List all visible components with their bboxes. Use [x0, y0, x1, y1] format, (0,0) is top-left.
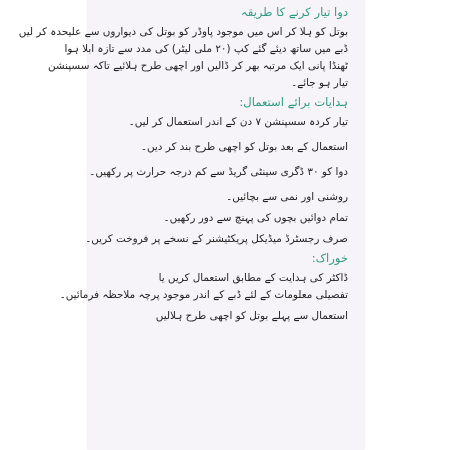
usage-instruction-item: دوا کو ۳۰ ڈگری سینٹی گریڈ سے کم درجہ حرارت پر رکھیں۔: [89, 166, 348, 178]
preparation-heading: دوا تیار کرنے کا طریقہ: [240, 5, 348, 19]
instruction-leaflet: [18, 0, 364, 450]
usage-instruction-item: روشنی اور نمی سے بچائیں۔: [226, 191, 348, 203]
usage-instruction-item: تمام دوائیں بچوں کی پہنچ سے دور رکھیں۔: [163, 212, 348, 224]
usage-instruction-item: تیار کردہ سسپنشن ۷ دن کے اندر استعمال کر لیں۔: [128, 116, 348, 128]
dosage-line: استعمال سے پہلے بوتل کو اچھی طرح ہلالیں: [155, 310, 348, 322]
usage-instruction-item: استعمال کے بعد بوتل کو اچھی طرح بند کر دیں۔: [140, 141, 348, 153]
preparation-line: ڈبے میں ساتھ دیئے گئے کپ (۲۰ ملی لیٹر) کی مدد سے تازہ ابلا ہوا: [64, 43, 348, 55]
preparation-line: بوتل کو ہلا کر اس میں موجود پاوڈر کو بوتل کی دیواروں سے علیحدہ کر لیں: [18, 26, 348, 38]
usage-instruction-item: صرف رجسٹرڈ میڈیکل پریکٹیشنر کے نسخے پر فروخت کریں۔: [85, 233, 348, 245]
dosage-line: تفصیلی معلومات کے لئے ڈبے کے اندر موجود پرچہ ملاحظہ فرمائیں۔: [59, 289, 348, 301]
dosage-heading: خوراک:: [311, 251, 348, 265]
preparation-line: ٹھنڈا پانی ایک مرتبہ بھر کر ڈالیں اور اچھی طرح ہلائیے تاکہ سسپنشن: [47, 60, 348, 72]
dosage-line: ڈاکٹر کی ہدایت کے مطابق استعمال کریں یا: [158, 272, 348, 284]
leaflet-content: [18, 0, 364, 325]
usage-instructions-heading: ہدایات برائے استعمال:: [239, 95, 348, 109]
preparation-line: تیار ہو جائے۔: [291, 77, 348, 89]
